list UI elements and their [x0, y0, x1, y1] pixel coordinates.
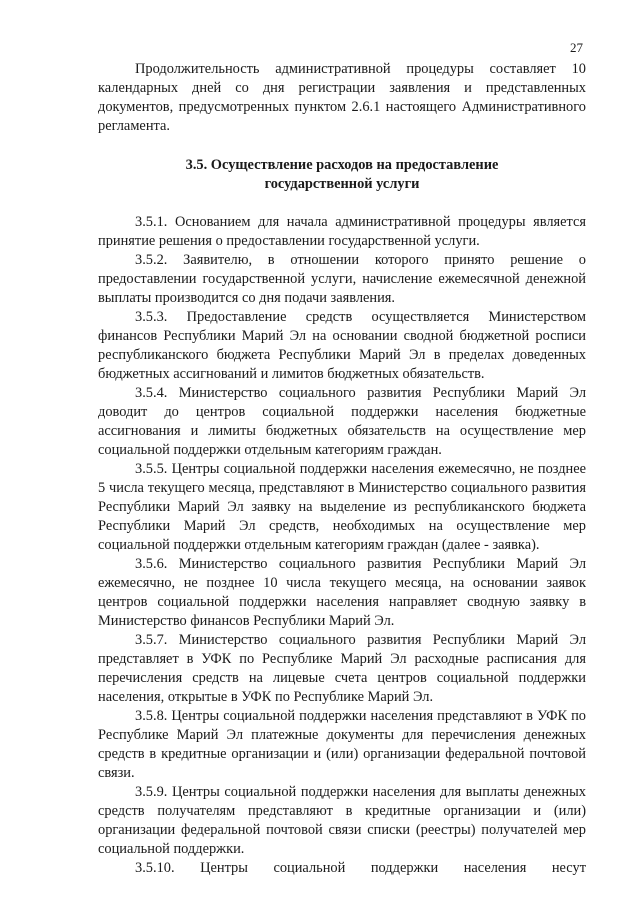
paragraph-3-5-7: 3.5.7. Министерство социального развития Республики Марий Эл представляет в УФК по Республике Марий Эл расходные расписания для перечисления средств на лицевые счета центров социальной поддержки населения, открытые в УФК по Республике Марий Эл. [98, 632, 586, 705]
paragraph-3-5-5: 3.5.5. Центры социальной поддержки населения ежемесячно, не позднее 5 числа текущего месяца, представляют в Министерство социального развития Республики Марий Эл заявку на выделение из республиканского бюджета Республики Марий Эл средств, необходимых на осуществление мер социальной поддержки отдельным категориям граждан (далее - заявка). [98, 461, 586, 553]
paragraph-3-5-6: 3.5.6. Министерство социального развития Республики Марий Эл ежемесячно, не позднее 10 числа текущего месяца, на основании заявок центров социальной поддержки населения направляет сводную заявку в Министерство финансов Республики Марий Эл. [98, 556, 586, 629]
intro-paragraph: Продолжительность административной процедуры составляет 10 календарных дней со дня регистрации заявления и представленных документов, предусмотренных пунктом 2.6.1 настоящего Административного регламента. [98, 61, 586, 134]
section-heading-line2: государственной услуги [264, 176, 420, 192]
paragraph-3-5-4: 3.5.4. Министерство социального развития Республики Марий Эл доводит до центров социальной поддержки населения бюджетные ассигнования и лимиты бюджетных обязательств на осуществление мер социальной поддержки отдельным категориям граждан. [98, 385, 586, 458]
document-body [98, 60, 586, 878]
paragraph-3-5-9: 3.5.9. Центры социальной поддержки населения для выплаты денежных средств получателям представляют в кредитные организации и (или) организации федеральной почтовой связи списки (реестры) получателей мер социальной поддержки. [98, 784, 586, 857]
paragraph-3-5-1: 3.5.1. Основанием для начала административной процедуры является принятие решения о предоставлении государственной услуги. [98, 214, 586, 249]
section-heading [98, 156, 586, 194]
paragraph-3-5-10: 3.5.10. Центры социальной поддержки населения несут [135, 860, 586, 876]
paragraph-3-5-2: 3.5.2. Заявителю, в отношении которого принято решение о предоставлении государственной услуги, начисление ежемесячной денежной выплаты производится со дня подачи заявления. [98, 252, 586, 306]
paragraph-3-5-8: 3.5.8. Центры социальной поддержки населения представляют в УФК по Республике Марий Эл платежные документы для перечисления денежных средств в кредитные организации и (или) организации федеральной почтовой связи. [98, 708, 586, 781]
section-heading-line1: 3.5. Осуществление расходов на предоставление [185, 157, 499, 173]
page-number: 27 [570, 40, 583, 55]
paragraph-3-5-3: 3.5.3. Предоставление средств осуществляется Министерством финансов Республики Марий Эл на основании сводной бюджетной росписи республиканского бюджета Республики Марий Эл в пределах доведенных бюджетных ассигнований и лимитов бюджетных обязательств. [98, 309, 586, 382]
